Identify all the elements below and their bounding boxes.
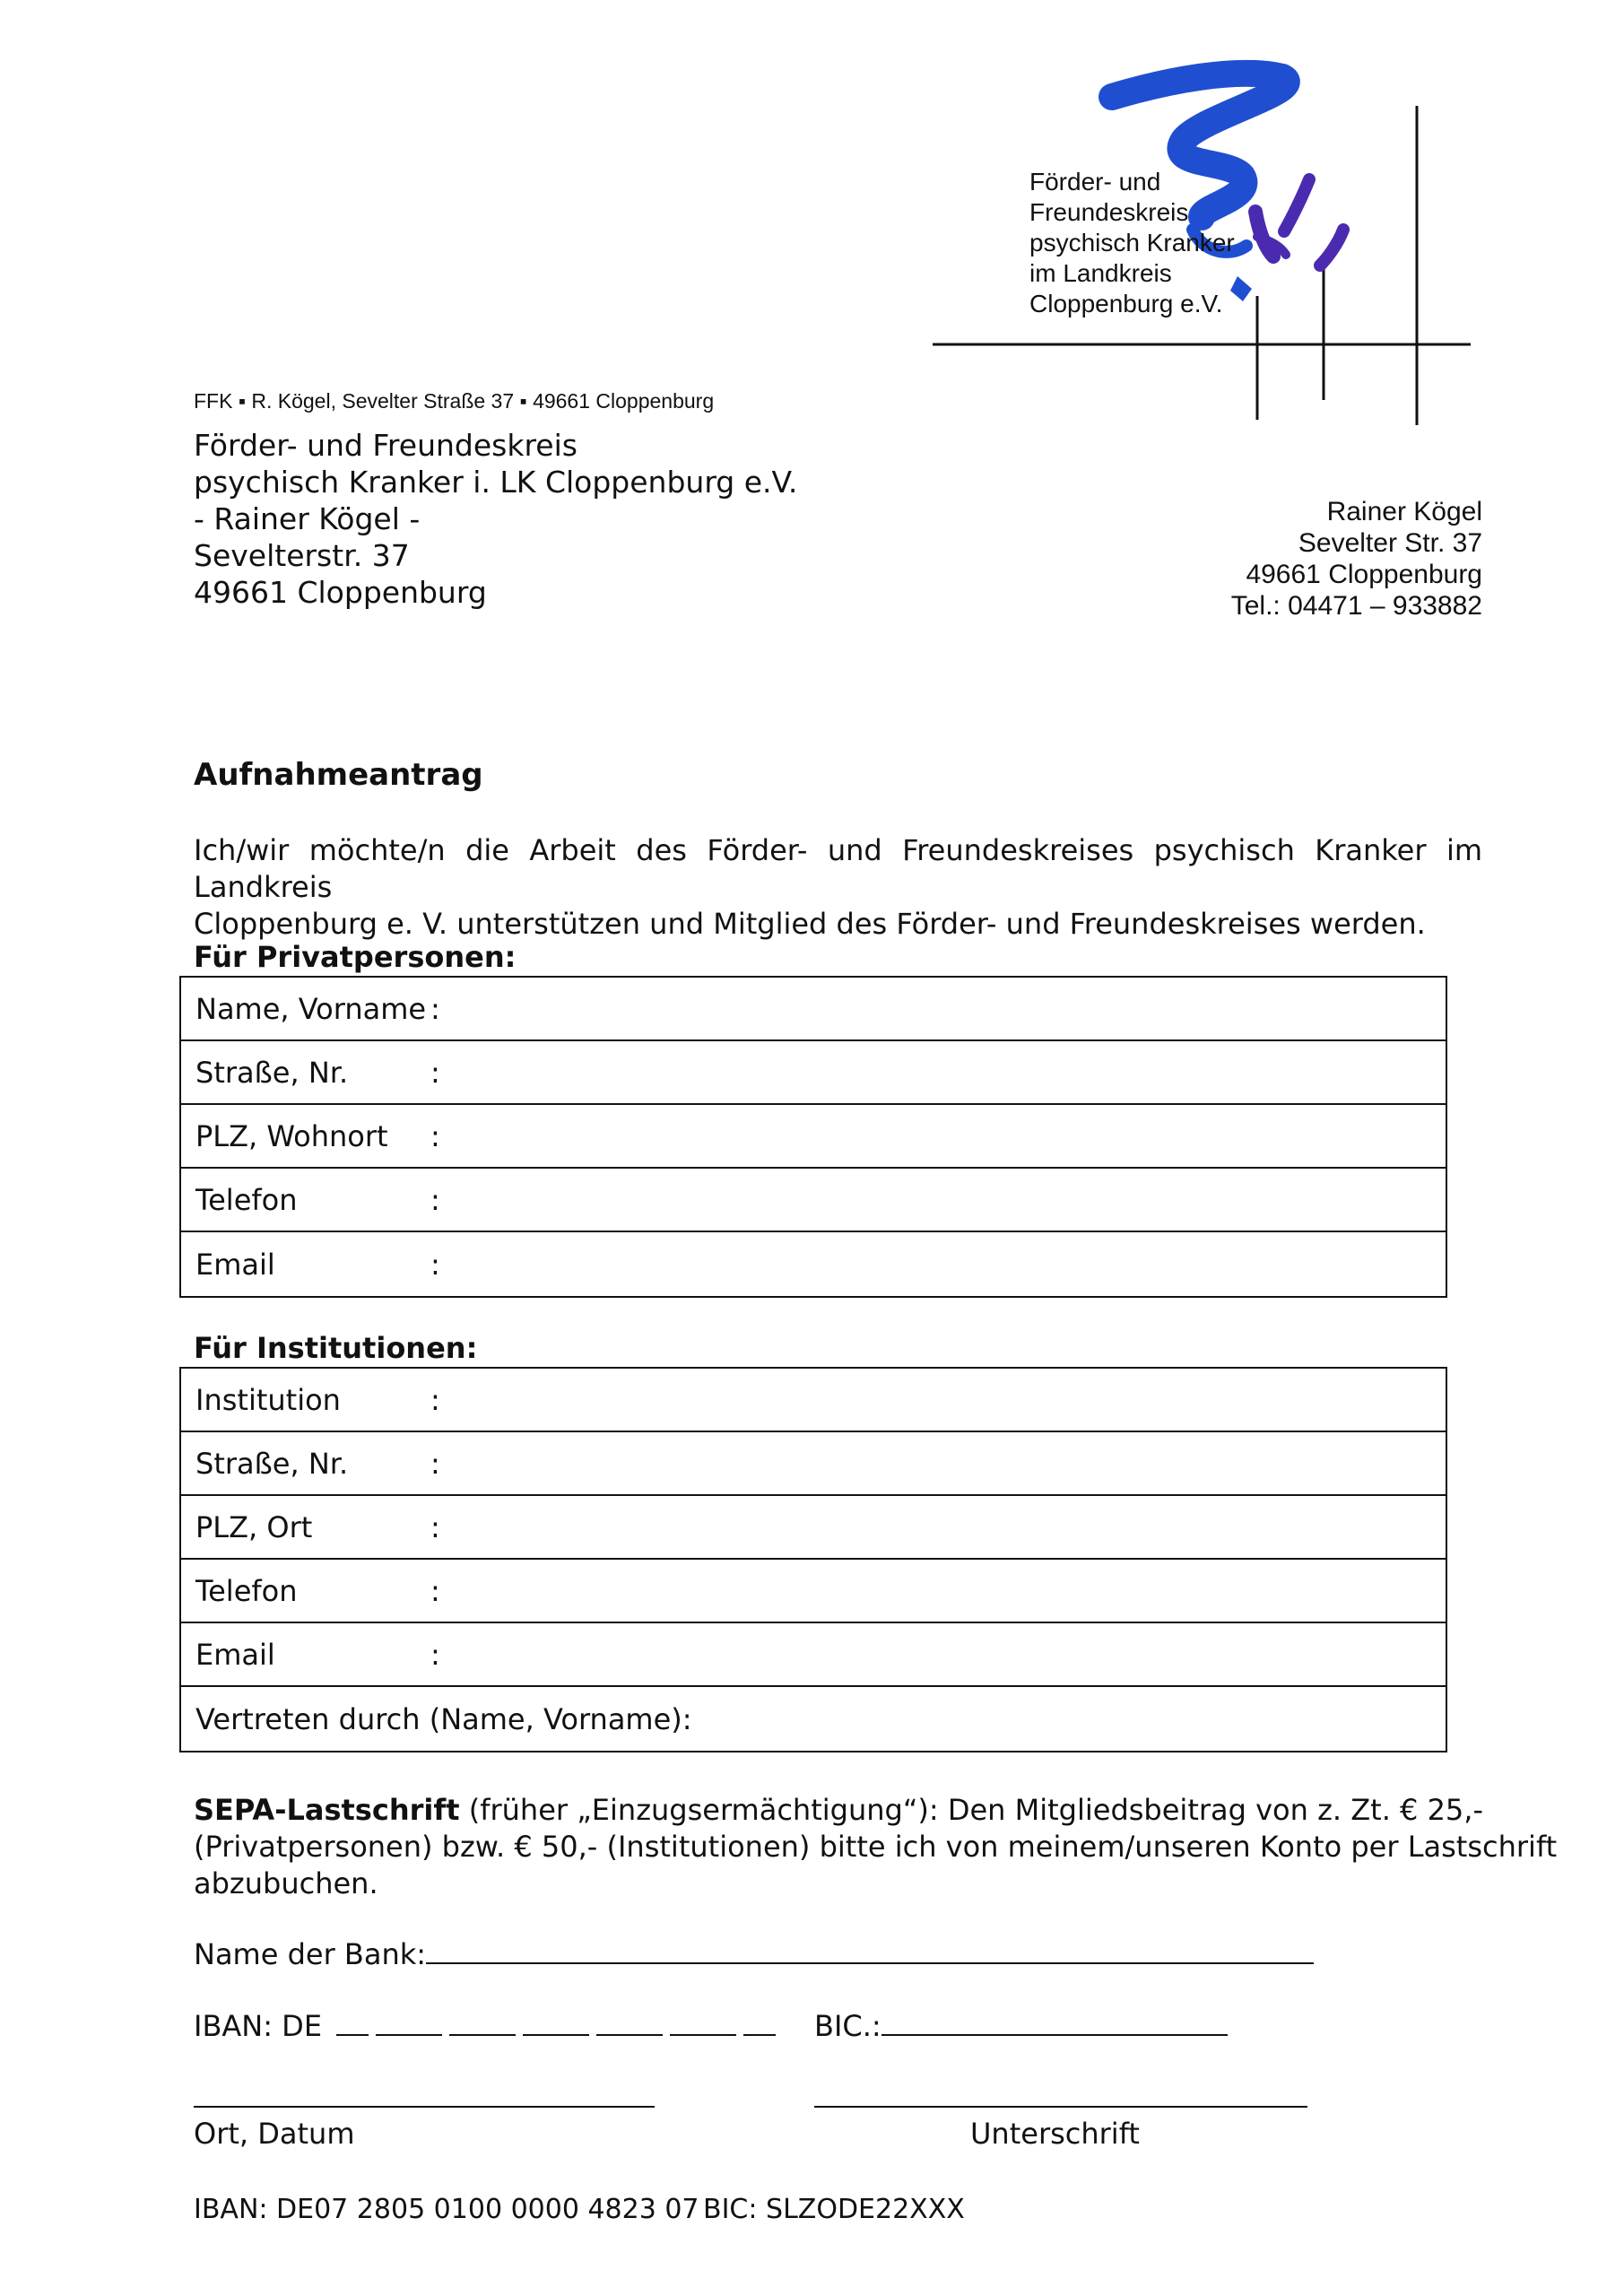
field-colon: : — [430, 1446, 440, 1481]
recipient-line: Förder- und Freundeskreis — [194, 428, 578, 463]
institution-city-field[interactable] — [181, 1496, 1446, 1560]
recipient-address — [194, 427, 797, 611]
iban-segment-input[interactable] — [449, 2009, 516, 2036]
recipient-line: Sevelterstr. 37 — [194, 538, 410, 573]
institution-form-table — [179, 1367, 1447, 1752]
iban-segment-input[interactable] — [376, 2009, 442, 2036]
field-label: PLZ, Ort — [195, 1509, 313, 1544]
sepa-text: (früher „Einzugsermächtigung“): Den Mitgliedsbeitrag von z. Zt. € 25,- — [459, 1793, 1483, 1827]
logo-text-line: im Landkreis — [1029, 259, 1172, 287]
sepa-paragraph — [194, 1792, 1558, 1902]
intro-line: Ich/wir möchte/n die Arbeit des Förder- und Freundeskreises psychisch Kranker im Landkreis — [194, 833, 1482, 904]
field-colon: : — [430, 1247, 440, 1282]
private-phone-field[interactable] — [181, 1169, 1446, 1232]
place-date-input[interactable] — [194, 2106, 655, 2108]
field-colon: : — [430, 1055, 440, 1090]
iban-segment-input[interactable] — [743, 2009, 776, 2036]
signature-label: Unterschrift — [970, 2117, 1140, 2151]
logo-text-line: Cloppenburg e.V. — [1029, 290, 1223, 317]
institution-phone-field[interactable] — [181, 1560, 1446, 1623]
field-colon: : — [430, 1573, 440, 1608]
field-colon: : — [430, 1382, 440, 1417]
sepa-text: (Privatpersonen) bzw. € 50,- (Institutionen) bitte ich von meinem/unseren Konto per Lastschrift — [194, 1830, 1558, 1864]
institution-representative-field[interactable] — [181, 1687, 1446, 1751]
field-label: Vertreten durch (Name, Vorname): — [195, 1701, 692, 1736]
private-street-field[interactable] — [181, 1041, 1446, 1105]
recipient-line: psychisch Kranker i. LK Cloppenburg e.V. — [194, 465, 798, 500]
field-label: Name, Vorname — [195, 991, 427, 1026]
field-colon: : — [430, 991, 440, 1026]
field-label: PLZ, Wohnort — [195, 1118, 388, 1153]
private-email-field[interactable] — [181, 1232, 1446, 1296]
recipient-line: - Rainer Kögel - — [194, 501, 421, 536]
bank-name-input[interactable] — [426, 1937, 1314, 1964]
bic-label: BIC.: — [814, 2009, 881, 2043]
logo-text-line: Förder- und — [1029, 168, 1161, 196]
contact-line: 49661 Cloppenburg — [1246, 560, 1482, 589]
bank-name-row — [194, 1937, 1314, 1971]
intro-line: Cloppenburg e. V. unterstützen und Mitglied des Förder- und Freundeskreises werden. — [194, 907, 1426, 941]
bic-input[interactable] — [881, 2009, 1228, 2036]
contact-line: Rainer Kögel — [1326, 497, 1482, 526]
iban-segment-input[interactable] — [336, 2009, 369, 2036]
institution-street-field[interactable] — [181, 1432, 1446, 1496]
field-label: Email — [195, 1247, 275, 1282]
sepa-bold-label: SEPA-Lastschrift — [194, 1793, 460, 1827]
field-label: Email — [195, 1637, 275, 1672]
field-label: Telefon — [195, 1182, 298, 1217]
field-label: Straße, Nr. — [195, 1055, 349, 1090]
footer-iban: IBAN: DE07 2805 0100 0000 4823 07 — [194, 2194, 699, 2225]
private-form-table — [179, 976, 1447, 1298]
field-colon: : — [430, 1182, 440, 1217]
place-date-label: Ort, Datum — [194, 2117, 355, 2151]
logo-text-line: Freundeskreis — [1029, 198, 1189, 226]
logo-text-line: psychisch Kranker — [1029, 229, 1235, 257]
private-city-field[interactable] — [181, 1105, 1446, 1169]
sepa-text: abzubuchen. — [194, 1866, 378, 1900]
iban-label: IBAN: DE — [194, 2009, 323, 2043]
bank-name-label: Name der Bank: — [194, 1937, 427, 1971]
sender-line: FFK ▪ R. Kögel, Sevelter Straße 37 ▪ 49661 Cloppenburg — [194, 389, 715, 413]
private-heading: Für Privatpersonen: — [194, 940, 517, 974]
iban-segment-input[interactable] — [596, 2009, 663, 2036]
institution-heading: Für Institutionen: — [194, 1331, 478, 1365]
document-title: Aufnahmeantrag — [194, 757, 483, 793]
iban-segment-input[interactable] — [523, 2009, 589, 2036]
contact-line: Sevelter Str. 37 — [1298, 528, 1482, 558]
logo-text — [1029, 167, 1235, 319]
institution-email-field[interactable] — [181, 1623, 1446, 1687]
field-colon: : — [430, 1118, 440, 1153]
iban-segment-input[interactable] — [670, 2009, 736, 2036]
signature-input[interactable] — [814, 2106, 1307, 2108]
field-label: Straße, Nr. — [195, 1446, 349, 1481]
iban-row — [194, 2009, 783, 2043]
bic-row — [814, 2009, 1228, 2043]
contact-block — [1231, 496, 1482, 622]
contact-line: Tel.: 04471 – 933882 — [1230, 591, 1482, 621]
private-name-field[interactable] — [181, 978, 1446, 1041]
institution-name-field[interactable] — [181, 1369, 1446, 1432]
field-colon: : — [430, 1637, 440, 1672]
field-label: Telefon — [195, 1573, 298, 1608]
intro-paragraph — [194, 832, 1482, 943]
footer-bic: BIC: SLZODE22XXX — [703, 2194, 965, 2225]
recipient-line: 49661 Cloppenburg — [194, 575, 487, 610]
field-label: Institution — [195, 1382, 341, 1417]
field-colon: : — [430, 1509, 440, 1544]
